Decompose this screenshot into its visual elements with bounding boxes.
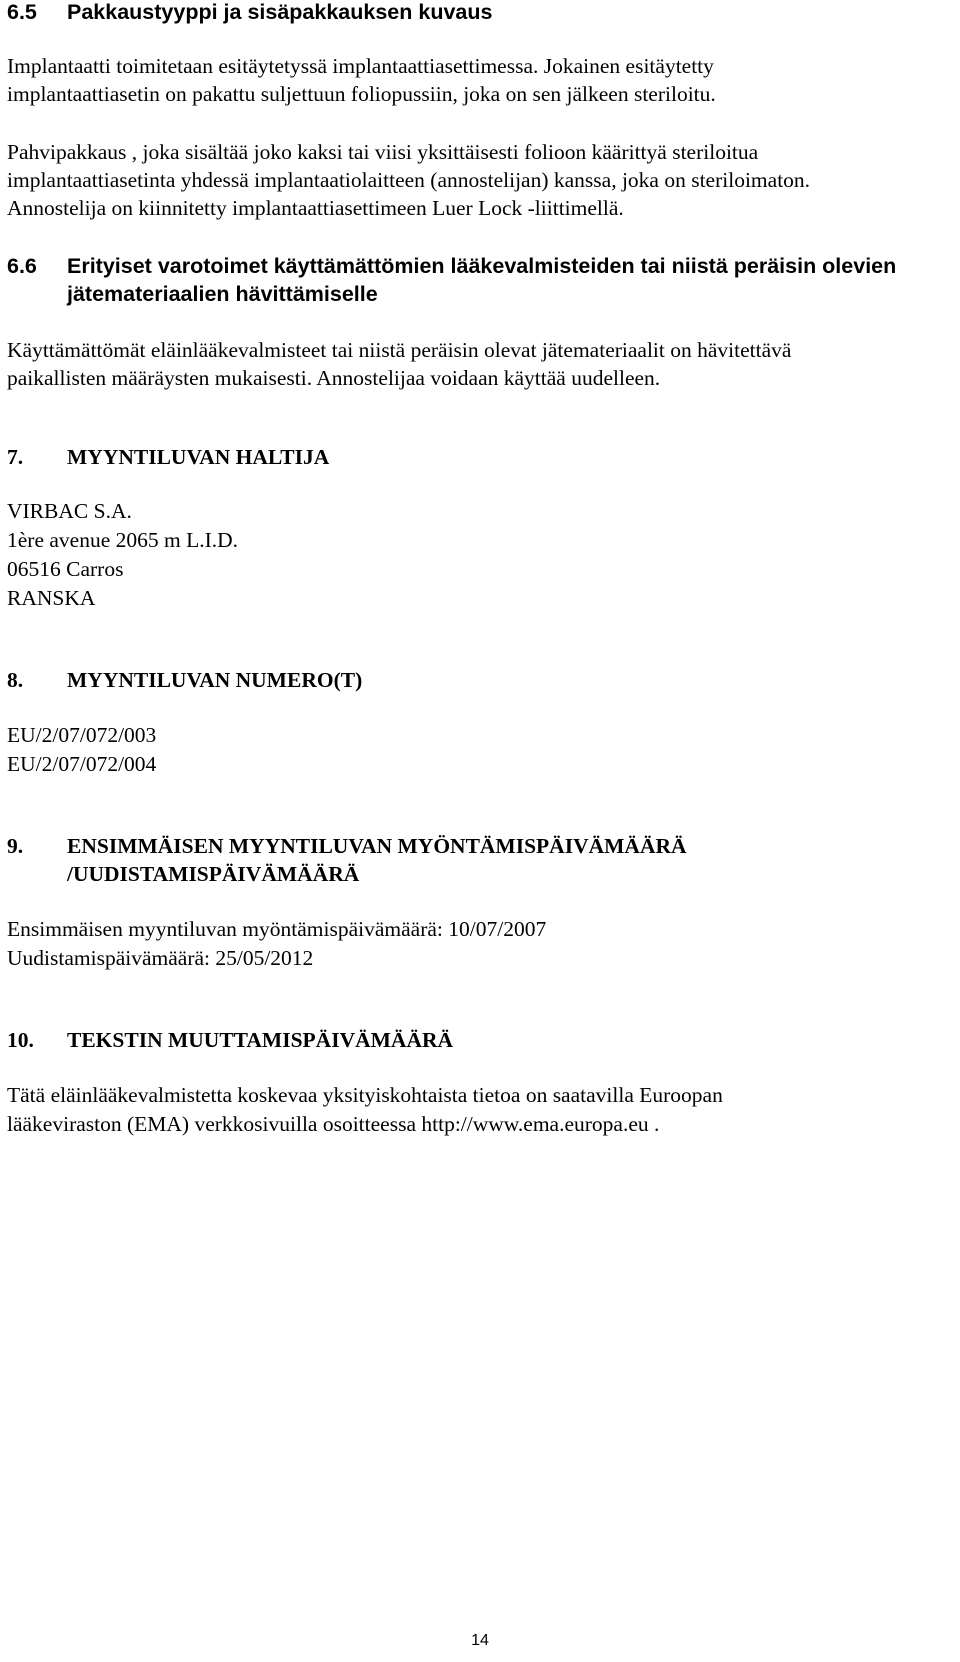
text-line: Tätä eläinlääkevalmistetta koskevaa yksityiskohtaista tietoa on saatavilla Euroopan (7, 1083, 723, 1107)
section-8-heading (7, 666, 362, 694)
text-line: Pahvipakkaus , joka sisältää joko kaksi tai viisi yksittäisesti folioon käärittyä steriloitua (7, 140, 759, 164)
section-title: MYYNTILUVAN HALTIJA (67, 445, 330, 469)
section-title: TEKSTIN MUUTTAMISPÄIVÄMÄÄRÄ (67, 1028, 454, 1052)
section-number: 6.6 (7, 254, 37, 278)
section-number: 8. (7, 668, 24, 692)
renewal-date: Uudistamispäivämäärä: 25/05/2012 (7, 946, 314, 970)
section-6-5-paragraph-2 (7, 138, 940, 222)
text-line: Implantaatti toimitetaan esitäytetyssä implantaattiasettimessa. Jokainen esitäytetty (7, 54, 714, 78)
holder-country: RANSKA (7, 586, 96, 610)
section-number: 6.5 (7, 0, 37, 24)
section-6-5-heading (7, 0, 492, 26)
marketing-authorisation-holder (7, 497, 940, 613)
first-authorisation-date: Ensimmäisen myyntiluvan myöntämispäivämäärä: 10/07/2007 (7, 917, 547, 941)
holder-address: 1ère avenue 2065 m L.I.D. (7, 528, 239, 552)
section-title-line: Erityiset varotoimet käyttämättömien lääkevalmisteiden tai niistä peräisin olevien (67, 254, 897, 278)
text-line: implantaattiasetin on pakattu suljettuun foliopussiin, joka on sen jälkeen steriloitu. (7, 82, 716, 106)
authorisation-number: EU/2/07/072/004 (7, 752, 157, 776)
section-6-5-paragraph-1 (7, 52, 940, 108)
authorisation-numbers (7, 721, 940, 779)
section-title-line: ENSIMMÄISEN MYYNTILUVAN MYÖNTÄMISPÄIVÄMÄÄRÄ (67, 834, 687, 858)
section-9-heading (7, 832, 687, 888)
section-10-heading (7, 1026, 453, 1054)
section-number: 7. (7, 445, 24, 469)
section-6-6-heading (7, 252, 896, 308)
section-title: MYYNTILUVAN NUMERO(T) (67, 668, 363, 692)
holder-name: VIRBAC S.A. (7, 499, 132, 523)
text-line: Käyttämättömät eläinlääkevalmisteet tai niistä peräisin olevat jätemateriaalit on hävitettävä (7, 338, 792, 362)
section-7-heading (7, 443, 329, 471)
page-number: 14 (471, 1632, 489, 1649)
section-title-line: /UUDISTAMISPÄIVÄMÄÄRÄ (67, 862, 360, 886)
text-line: lääkeviraston (EMA) verkkosivuilla osoitteessa http://www.ema.europa.eu . (7, 1112, 660, 1136)
section-6-6-paragraph (7, 336, 940, 392)
text-line: paikallisten määräysten mukaisesti. Annostelijaa voidaan käyttää uudelleen. (7, 366, 661, 390)
section-number: 9. (7, 834, 24, 858)
section-10-paragraph (7, 1081, 940, 1139)
authorisation-dates (7, 915, 940, 973)
authorisation-number: EU/2/07/072/003 (7, 723, 157, 747)
section-number: 10. (7, 1028, 34, 1052)
text-line: Annostelija on kiinnitetty implantaattiasettimeen Luer Lock -liittimellä. (7, 196, 624, 220)
holder-city: 06516 Carros (7, 557, 124, 581)
section-title-line: jätemateriaalien hävittämiselle (67, 282, 378, 306)
section-title: Pakkaustyyppi ja sisäpakkauksen kuvaus (67, 0, 493, 24)
text-line: implantaattiasetinta yhdessä implantaatiolaitteen (annostelijan) kanssa, joka on steriloimaton. (7, 168, 811, 192)
